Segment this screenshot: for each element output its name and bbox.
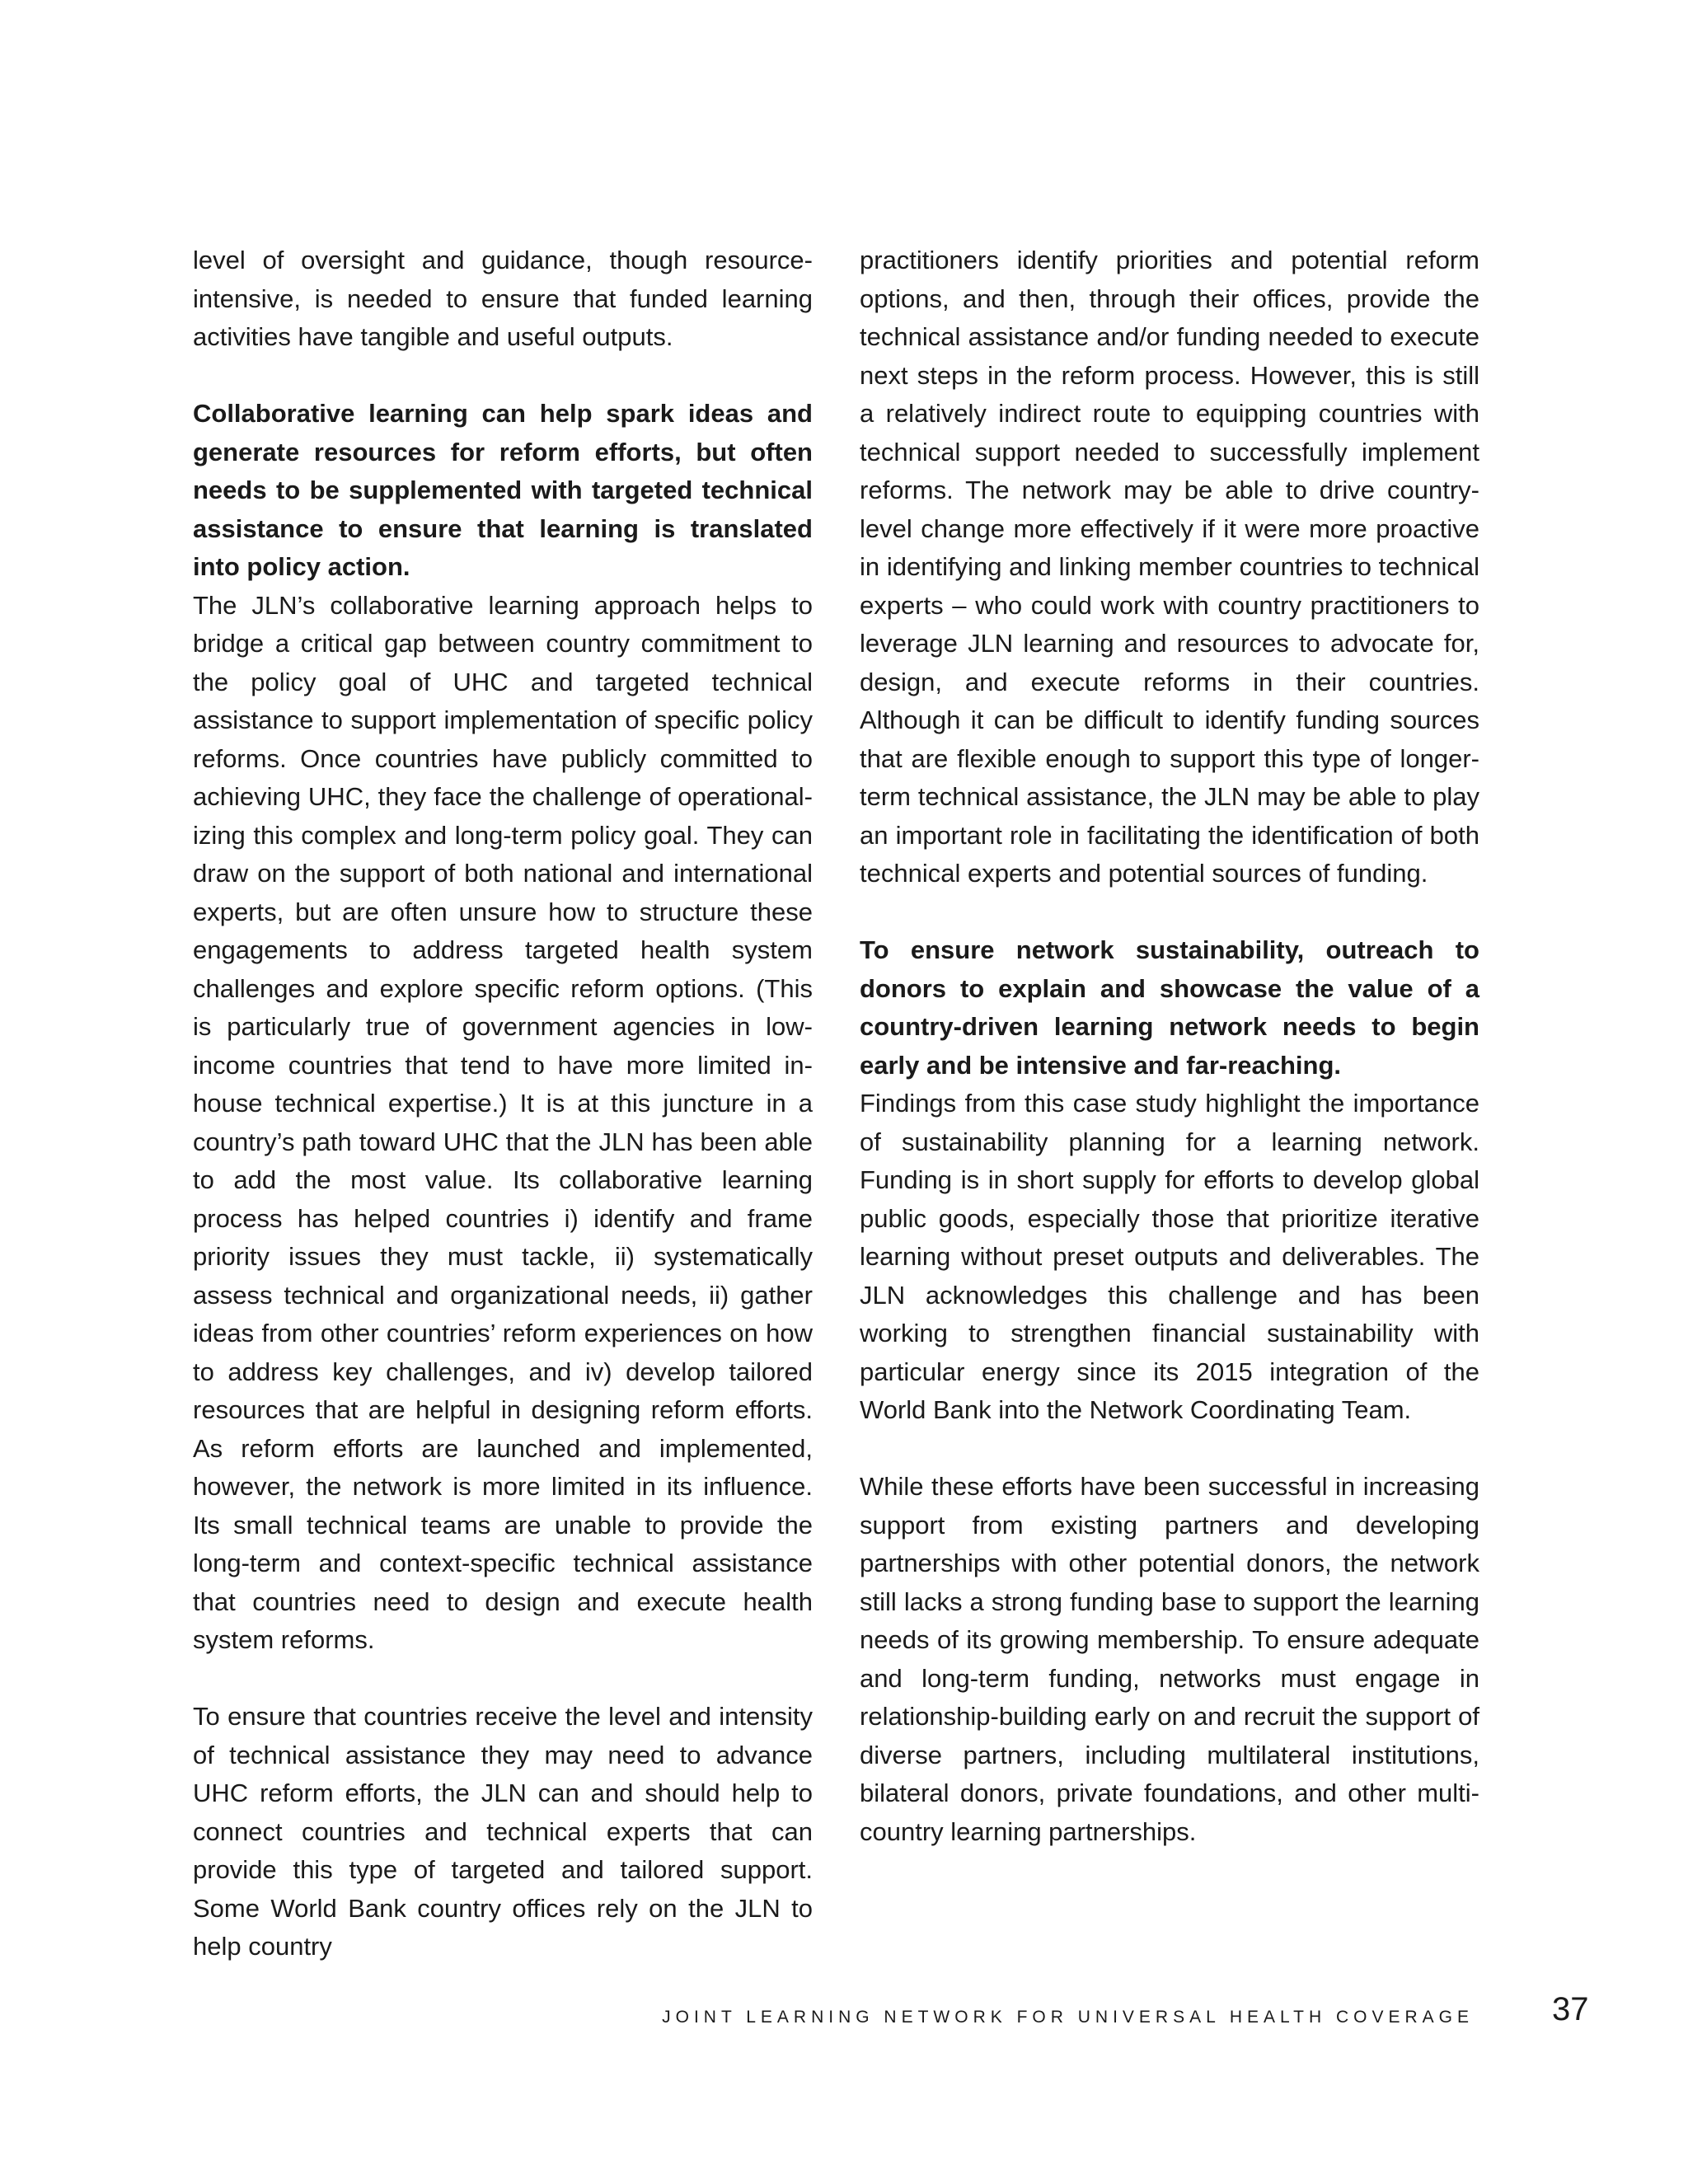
right-section-heading: To ensure network sustainability, outreach to donors to explain and showcase the value of a country-driven learning network needs to begin early and be intensive and far-reaching. <box>860 935 1479 1080</box>
right-paragraph-2: Findings from this case study highlight the importance of sustainability planning for a learning network. Funding is in short supply for efforts to develop global public goods, especially those that prioritize iterative learning without preset outputs and deliverables. The JLN acknowledges this challenge and has been working to strengthen financial sustainability with particular energy since its 2015 integration of the World Bank into the Network Coordinating Team. <box>860 1089 1479 1424</box>
left-column <box>193 241 813 1966</box>
right-paragraph-1: practitioners identify priorities and potential reform options, and then, through their offices, provide the technical assistance and/or funding needed to execute next steps in the reform process. However, this is still a relatively indirect route to equipping countries with technical support needed to successfully implement reforms. The network may be able to drive country-level change more effectively if it were more proactive in identifying and linking member countries to technical experts – who could work with country practitioners to leverage JLN learning and resources to advocate for, design, and execute reforms in their countries. Although it can be difficult to identify funding sources that are flexible enough to support this type of longer-term technical assistance, the JLN may be able to play an important role in facilitating the identification of both technical experts and potential sources of funding. <box>860 246 1479 888</box>
left-paragraph-2: The JLN’s collaborative learning approach helps to bridge a critical gap between country commitment to the policy goal of UHC and targeted technical assistance to support implementation of specific policy reforms. Once countries have publicly committed to achieving UHC, they face the challenge of operationalizing this complex and long-term policy goal. They can draw on the support of both national and international experts, but are often unsure how to structure these engagements to address targeted health system challenges and explore specific reform options. (This is particularly true of government agencies in low-income countries that tend to have more limited in-house technical expertise.) It is at this juncture in a country’s path toward UHC that the JLN has been able to add the most value. Its collaborative learning process has helped countries i) identify and frame priority issues they must tackle, ii) systematically assess technical and organizational needs, ii) gather ideas from other countries’ reform experiences on how to address key challenges, and iv) develop tailored resources that are helpful in designing reform efforts. As reform efforts are launched and implemented, however, the network is more limited in its influence. Its small technical teams are unable to provide the long-term and context-specific technical assistance that countries need to design and execute health system reforms. <box>193 590 813 1654</box>
left-paragraph-1: level of oversight and guidance, though resource-intensive, is needed to ensure that funded learning activities have tangible and useful outputs. <box>193 246 813 351</box>
running-footer-title: JOINT LEARNING NETWORK FOR UNIVERSAL HEALTH COVERAGE <box>662 2008 1474 2027</box>
right-column <box>860 241 1479 1851</box>
page-number: 37 <box>1552 1991 1589 2027</box>
left-paragraph-3: To ensure that countries receive the level and intensity of technical assistance they may need to advance UHC reform efforts, the JLN can and should help to connect countries and technical experts that can provide this type of targeted and tailored support. Some World Bank country offices rely on the JLN to help country <box>193 1702 813 1961</box>
left-section-heading: Collaborative learning can help spark ideas and generate resources for reform efforts, but often needs to be supplemented with targeted technical assistance to ensure that learning is translated into policy action. <box>193 399 813 581</box>
right-paragraph-3: While these efforts have been successful in increasing support from existing partners and developing partnerships with other potential donors, the network still lacks a strong funding base to support the learning needs of its growing membership. To ensure adequate and long-term funding, networks must engage in relationship-building early on and recruit the support of diverse partners, including multilateral institutions, bilateral donors, private foundations, and other multi-country learning partnerships. <box>860 1472 1479 1846</box>
